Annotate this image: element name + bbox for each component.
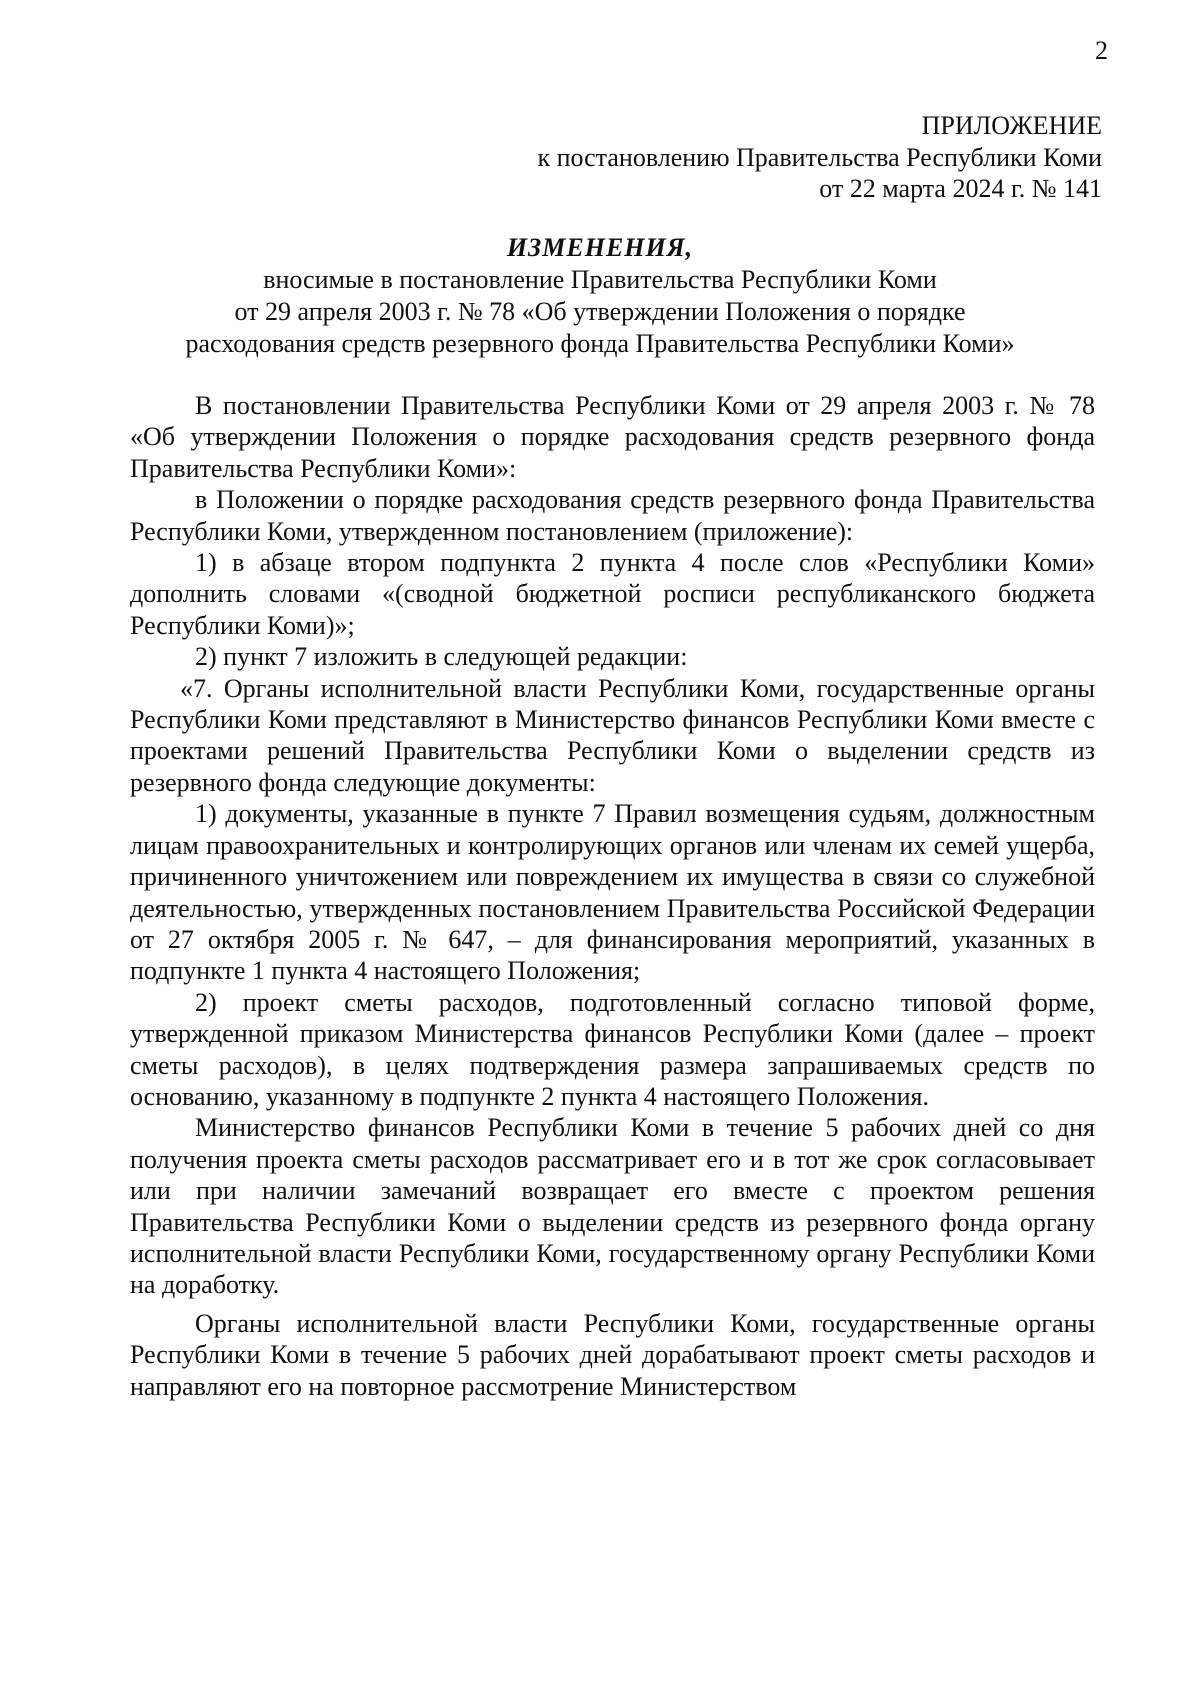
document-body — [130, 390, 1095, 1402]
appendix-header — [537, 110, 1102, 205]
body-paragraph-9: Органы исполнительной власти Республики Коми, государственные органы Республики Коми в течение 5 рабочих дней дорабатывают проект сметы расходов и направляют его на повторное рассмотрение Министерством — [130, 1308, 1095, 1401]
appendix-label: ПРИЛОЖЕНИЕ — [921, 111, 1102, 140]
body-paragraph-8: Министерство финансов Республики Коми в течение 5 рабочих дней со дня получения проекта сметы расходов рассматривает его и в тот же срок согласовывает или при наличии замечаний возвращает его вместе с проектом решения Правительства Республики Коми о выделении средств из резервного фонда органу исполнительной власти Республики Коми, государственному органу Республики Коми на доработку. — [130, 1113, 1095, 1300]
body-paragraph-7: 2) проект сметы расходов, подготовленный согласно типовой форме, утвержденной приказом Министерства финансов Республики Коми (далее – проект сметы расходов), в целях подтверждения размера запрашиваемых средств по основанию, указанному в подпункте 2 пункта 4 настоящего Положения. — [130, 987, 1095, 1111]
body-paragraph-6: 1) документы, указанные в пункте 7 Правил возмещения судьям, должностным лицам правоохранительных и контролирующих органов или членам их семей ущерба, причиненного уничтожением или повреждением их имущества в связи со служебной деятельностью, утвержденных постановлением Правительства Российской Федерации от 27 октября 2005 г. № 647, – для финансирования мероприятий, указанных в подпункте 1 пункта 4 настоящего Положения; — [130, 799, 1095, 986]
page-number: 2 — [1095, 36, 1108, 65]
title-line-3: расходования средств резервного фонда Правительства Республики Коми» — [185, 329, 1015, 358]
body-paragraph-4: 2) пункт 7 изложить в следующей редакции: — [195, 642, 688, 672]
body-paragraph-1: В постановлении Правительства Республики Коми от 29 апреля 2003 г. № 78 «Об утверждении Положения о порядке расходования средств резервного фонда Правительства Республики Коми»: — [130, 391, 1095, 483]
document-title: ИЗМЕНЕНИЯ, — [506, 233, 694, 262]
body-paragraph-2: в Положении о порядке расходования средств резервного фонда Правительства Республики Коми, утвержденном постановлением (приложение): — [130, 485, 1095, 546]
title-line-1: вносимые в постановление Правительства Республики Коми — [263, 265, 937, 294]
body-paragraph-5: «7. Органы исполнительной власти Республики Коми, государственные органы Республики Коми представляют в Министерство финансов Республики Коми вместе с проектами решений Правительства Республики Коми о выделении средств из резервного фонда следующие документы: — [130, 673, 1095, 797]
title-block — [100, 232, 1100, 360]
appendix-line-1: к постановлению Правительства Республики Коми — [537, 142, 1102, 172]
body-paragraph-3: 1) в абзаце втором подпункта 2 пункта 4 после слов «Республики Коми» дополнить словами «(сводной бюджетной росписи республиканского бюджета Республики Коми)»; — [130, 548, 1095, 640]
title-line-2: от 29 апреля 2003 г. № 78 «Об утверждении Положения о порядке — [234, 297, 966, 326]
appendix-line-2: от 22 марта 2024 г. № 141 — [819, 174, 1102, 203]
